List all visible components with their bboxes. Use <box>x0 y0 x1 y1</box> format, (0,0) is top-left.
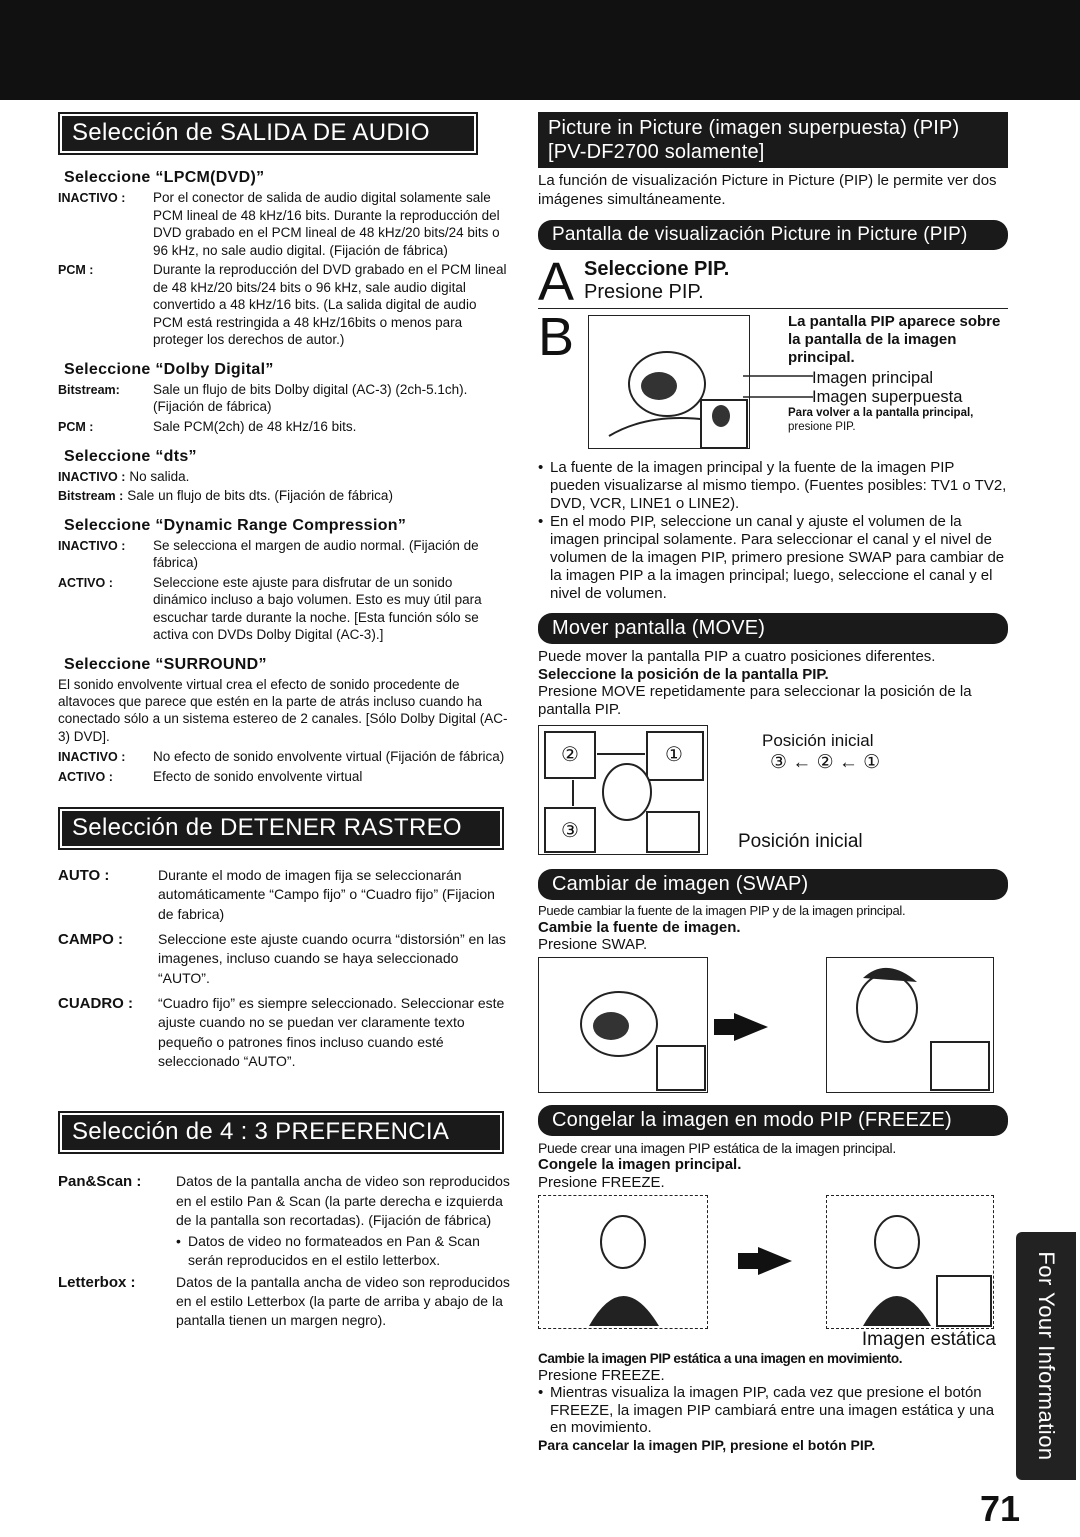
label-main-image: Imagen principal <box>812 369 934 388</box>
position-3-label: ③ <box>561 819 579 842</box>
rastreo-list <box>58 866 510 1071</box>
lpcm-item-inactivo: INACTIVO : Por el conector de salida de audio digital solamente sale PCM lineal de 48 kHz/16 bits. Durante la reproducción del DVD grabado en el PCM lineal de 48 kHz/20 bits/24 bits o 96 kHz, no sale audio digital. (Fijación de fábrica) <box>58 190 500 258</box>
drc-heading: Seleccione “Dynamic Range Compression” <box>64 516 407 534</box>
surround-heading: Seleccione “SURROUND” <box>64 655 267 673</box>
surround-list <box>58 748 510 785</box>
pref-panscan-note: • Datos de video no formateados en Pan & Scan serán reproducidos en el estilo letterbox. <box>176 1233 480 1269</box>
position-cycle: Posición inicial ③ ← ② ← ① <box>762 730 881 773</box>
surround-item-activo: ACTIVO : Efecto de sonido envolvente virtual <box>58 768 363 784</box>
preferencia-list <box>58 1172 510 1331</box>
pip-note-1: • La fuente de la imagen principal y la fuente de la imagen PIP pueden visualizarse al mismo tiempo. (Fuentes posibles: TV1 o TV2, DVD, VCR, LINE1 o LINE2). <box>538 459 1007 513</box>
dolby-heading: Seleccione “Dolby Digital” <box>64 360 274 378</box>
dolby-list <box>58 381 510 436</box>
preferencia-title: Selección de 4 : 3 PREFERENCIA <box>58 1111 504 1154</box>
swap-before <box>538 957 708 1093</box>
pip-note-2: • En el modo PIP, seleccione un canal y ajuste el volumen de la imagen principal solamente. Para seleccionar el canal y el nivel de volumen de la imagen PIP, primero presione SWAP para cambiar de la imagen PIP a la imagen principal; luego, seleccione el canal y el nivel de volumen. <box>538 513 1005 603</box>
pug-illustration <box>589 316 750 449</box>
step-a: A Seleccione PIP. Presione PIP. <box>538 258 1008 310</box>
return-note: Para volver a la pantalla principal, presione PIP. <box>788 407 974 433</box>
side-tab: For Your Information <box>1016 1232 1076 1480</box>
lpcm-heading: Seleccione “LPCM(DVD)” <box>64 169 265 186</box>
step-b: B La pantalla PIP aparece sobre la pantalla de la imagen principal. Imagen principal Imagen superpuesta Para volver a la pantalla principal, presione PIP. <box>538 313 1008 453</box>
swap-arrow-icon <box>734 1013 768 1041</box>
freeze-title: Congelar la imagen en modo PIP (FREEZE) <box>538 1105 1008 1136</box>
lpcm-list <box>58 189 510 349</box>
pip-intro: La función de visualización Picture in Picture (PIP) le permite ver dos imágenes simultáneamente. <box>538 172 997 208</box>
page-number: 71 <box>979 1488 1020 1529</box>
pip-display-title: Pantalla de visualización Picture in Picture (PIP) <box>538 220 1008 250</box>
swap-arrow-bar <box>714 1019 738 1035</box>
freeze-notes: Cambie la imagen PIP estática a una imagen en movimiento. Presione FREEZE. • Mientras visualiza la imagen PIP, cada vez que presione el botón FREEZE, la imagen PIP cambiará entre una imagen estática y una en movimiento. Para cancelar la imagen PIP, presione el botón PIP. <box>538 1351 1008 1453</box>
rastreo-item-cuadro: CUADRO : “Cuadro fijo” es siempre seleccionado. Seleccionar este ajuste cuando no se puedan ver claramente texto pequeño o patrones finos incluso cuando esté seleccionado “AUTO”. <box>58 994 505 1069</box>
position-1-label: ① <box>665 743 683 766</box>
freeze-illustrations <box>538 1195 1008 1331</box>
drc-item-activo: ACTIVO : Seleccione este ajuste para disfrutar de un sonido dinámico incluso a bajo volumen. Esto es muy útil para escuchar tarde durante la noche. [Esta función sólo se activa con DVDs Dolby Digital (AC-3).] <box>58 574 482 643</box>
top-black-bar <box>0 0 1080 100</box>
pref-item-panscan: Pan&Scan : Datos de la pantalla ancha de video son reproducidos en el estilo Pan & Scan (la parte derecha e izquierda de la pantalla son recortadas). (Fijación de fábrica) <box>58 1173 510 1228</box>
surround-item-inactivo: INACTIVO : No efecto de sonido envolvente virtual (Fijación de fábrica) <box>58 749 505 764</box>
swap-title: Cambiar de imagen (SWAP) <box>538 869 1008 900</box>
swap-illustrations <box>538 957 1008 1095</box>
rastreo-item-auto: AUTO : Durante el modo de imagen fija se seleccionarán automáticamente “Campo fijo” o “Cuadro fijo” (Fijacion de fabrica) <box>58 867 495 922</box>
lpcm-item-pcm: PCM : Durante la reproducción del DVD grabado en el PCM lineal de 48 kHz/20 bits/24 bits o 96 kHz, sale audio digital convertido a 48 kHz/16 bits. (La salida digital de audio PCM está restringida a 48 kHz/16bits o menos para proteger los derechos de autor.) <box>58 262 507 348</box>
dts-list <box>58 468 510 505</box>
pip-notes <box>538 459 1008 603</box>
freeze-note: • Mientras visualiza la imagen PIP, cada vez que presione el botón FREEZE, la imagen PIP cambiará entre una imagen estática y una en movimiento. <box>538 1384 995 1437</box>
drc-list <box>58 537 510 644</box>
move-diagram <box>538 725 1008 857</box>
audio-output-title: Selección de SALIDA DE AUDIO <box>58 112 478 155</box>
label-sub-image: Imagen superpuesta <box>812 388 963 407</box>
swap-text: Puede cambiar la fuente de la imagen PIP y de la imagen principal. Cambie la fuente de imagen. Presione SWAP. <box>538 902 906 954</box>
surround-intro: El sonido envolvente virtual crea el efecto de sonido procedente de altavoces que parece que estén en la parte de atrás incluso cuando ha conectado sólo a un sistema estereo de 2 canales. [Sólo Dolby Digital (AC-3) DVD]. <box>58 676 508 744</box>
freeze-arrow-bar <box>738 1253 762 1269</box>
drc-item-inactivo: INACTIVO : Se selecciona el margen de audio normal. (Fijación de fábrica) <box>58 537 479 571</box>
dolby-item-pcm: PCM : Sale PCM(2ch) de 48 kHz/16 bits. <box>58 419 357 435</box>
right-column <box>538 112 1008 1453</box>
freeze-after <box>826 1195 994 1329</box>
move-illustration <box>538 725 708 855</box>
freeze-before <box>538 1195 708 1329</box>
dts-heading: Seleccione “dts” <box>64 447 197 465</box>
rastreo-item-campo: CAMPO : Seleccione este ajuste cuando ocurra “distorsión” en las imagenes, incluso cuando se haya seleccionado “AUTO”. <box>58 931 506 986</box>
position-initial-label: Posición inicial <box>738 830 863 852</box>
dts-item-inactivo: INACTIVO : No salida. <box>58 468 190 484</box>
pip-illustration <box>588 315 750 449</box>
position-2-label: ② <box>561 743 579 766</box>
pip-description: La pantalla PIP aparece sobre la pantalla de la imagen principal. Imagen principal Imagen superpuesta Para volver a la pantalla principal, presione PIP. <box>788 313 1008 435</box>
swap-after <box>826 957 994 1093</box>
pip-title: Picture in Picture (imagen superpuesta) (PIP) [PV-DF2700 solamente] <box>538 112 1008 168</box>
freeze-arrow-icon <box>758 1247 792 1275</box>
pref-item-letterbox: Letterbox : Datos de la pantalla ancha de video son reproducidos en el estilo Letterbox (la parte de arriba y abajo de la pantalla tienen un margen negro). <box>58 1273 510 1329</box>
dolby-item-bitstream: Bitstream: Sale un flujo de bits Dolby digital (AC-3) (2ch-5.1ch). (Fijación de fábrica) <box>58 381 468 415</box>
freeze-text: Puede crear una imagen PIP estática de la imagen principal. Congele la imagen principal. Presione FREEZE. <box>538 1140 896 1191</box>
move-title: Mover pantalla (MOVE) <box>538 613 1008 644</box>
move-text: Puede mover la pantalla PIP a cuatro posiciones diferentes. Seleccione la posición de la pantalla PIP. Presione MOVE repetidamente para seleccionar la posición de la pantalla PIP. <box>538 648 972 719</box>
dts-item-bitstream: Bitstream : Sale un flujo de bits dts. (Fijación de fábrica) <box>58 488 393 504</box>
static-image-label: Imagen estática <box>861 1328 996 1350</box>
rastreo-title: Selección de DETENER RASTREO <box>58 807 504 850</box>
left-column <box>58 112 510 1333</box>
